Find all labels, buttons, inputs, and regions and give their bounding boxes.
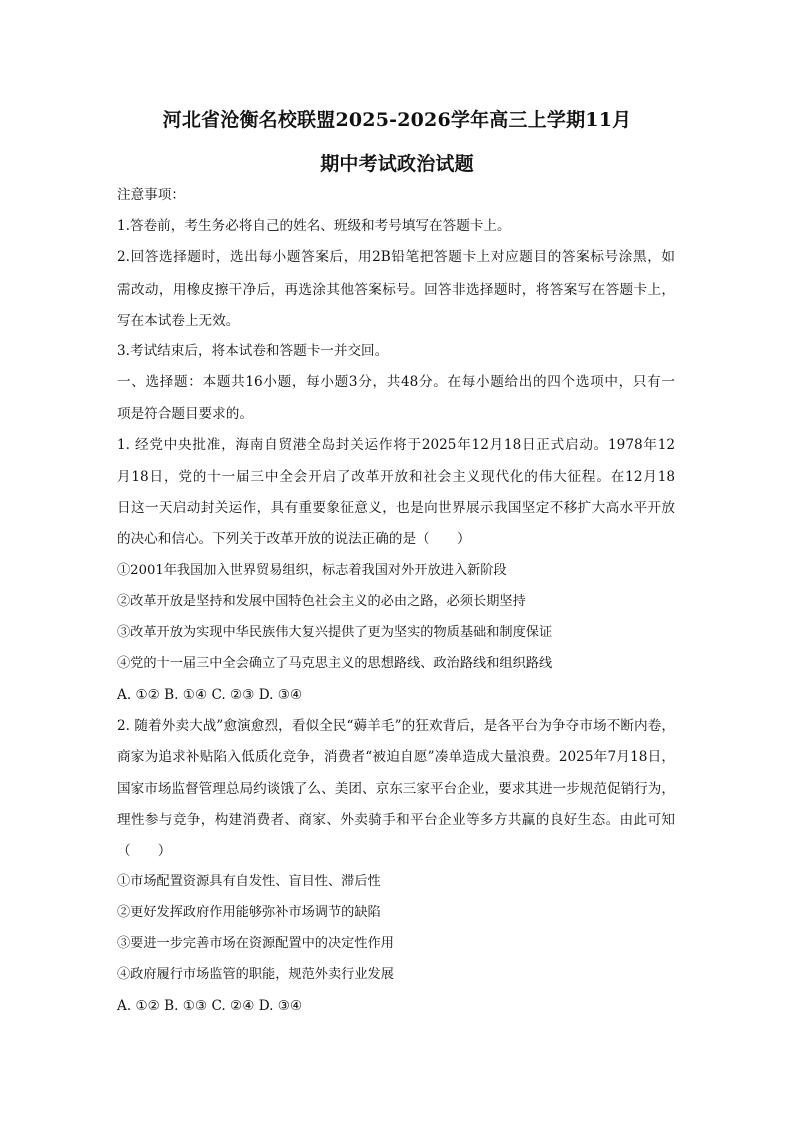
section-heading-line-1: 一、选择题：本题共16小题，每小题3分，共48分。在每小题给出的四个选项中，只有一 [117,374,675,390]
notice-heading: 注意事项： [117,187,185,203]
q1-stem-line-3: 日这一天启动封关运作，具有重要象征意义，也是向世界展示我国坚定不移扩大高水平开放 [117,500,675,516]
exam-title-line1: 河北省沧衡名校联盟2025-2026学年高三上学期11月 [162,109,632,131]
q1-stem-line-4: 的决心和信心。下列关于改革开放的说法正确的是（ ） [117,531,471,547]
notice-item-1: 1.答卷前，考生务必将自己的姓名、班级和考号填写在答题卡上。 [117,218,511,234]
q2-option-3: ③要进一步完善市场在资源配置中的决定性作用 [117,936,394,951]
notice-item-2-line-1: 2.回答选择题时，选出每小题答案后，用2B铅笔把答题卡上对应题目的答案标号涂黑，如 [117,249,675,265]
q2-stem-line-5: （ ） [117,843,172,859]
exam-title-line2: 期中考试政治试题 [320,153,474,175]
section-heading-line-2: 项是符合题目要求的。 [117,406,253,422]
q1-option-2: ②改革开放是坚持和发展中国特色社会主义的必由之路，必须长期坚持 [117,594,526,609]
q2-stem-line-3: 国家市场监督管理总局约谈饿了么、美团、京东三家平台企业，要求其进一步规范促销行为， [117,781,675,797]
q2-option-1: ①市场配置资源具有自发性、盲目性、滞后性 [117,874,381,889]
q1-option-3: ③改革开放为实现中华民族伟大复兴提供了更为坚实的物质基础和制度保证 [117,625,553,640]
q2-option-2: ②更好发挥政府作用能够弥补市场调节的缺陷 [117,905,381,920]
notice-item-2-line-3: 写在本试卷上无效。 [117,313,240,329]
q1-answer-choices: A. ①② B. ①④ C. ②③ D. ③④ [117,687,303,703]
q1-option-4: ④党的十一届三中全会确立了马克思主义的思想路线、政治路线和组织路线 [117,656,553,671]
q2-stem-line-4: 理性参与竞争，构建消费者、商家、外卖骑手和平台企业等多方共赢的良好生态。由此可知 [117,812,675,828]
q1-stem-line-1: 1. 经党中央批准，海南自贸港全岛封关运作将于2025年12月18日正式启动。1978年12 [117,437,675,453]
notice-item-3: 3.考试结束后，将本试卷和答题卡一并交回。 [117,343,389,359]
q1-stem-line-2: 月18日，党的十一届三中全会开启了改革开放和社会主义现代化的伟大征程。在12月18 [117,469,675,485]
q2-stem-line-1: 2. 随着外卖大战”愈演愈烈，看似全民“薅羊毛”的狂欢背后，是各平台为争夺市场不断内卷， [117,718,675,734]
notice-item-2-line-2: 需改动，用橡皮擦干净后，再选涂其他答案标号。回答非选择题时，将答案写在答题卡上， [117,282,675,298]
q2-answer-choices: A. ①② B. ①③ C. ②④ D. ③④ [117,998,303,1014]
q2-option-4: ④政府履行市场监管的职能，规范外卖行业发展 [117,967,394,982]
q2-stem-line-2: 商家为追求补贴陷入低质化竞争，消费者“被迫自愿”凑单造成大量浪费。2025年7月18日， [117,749,675,765]
q1-option-1: ①2001年我国加入世界贸易组织，标志着我国对外开放进入新阶段 [117,563,507,578]
